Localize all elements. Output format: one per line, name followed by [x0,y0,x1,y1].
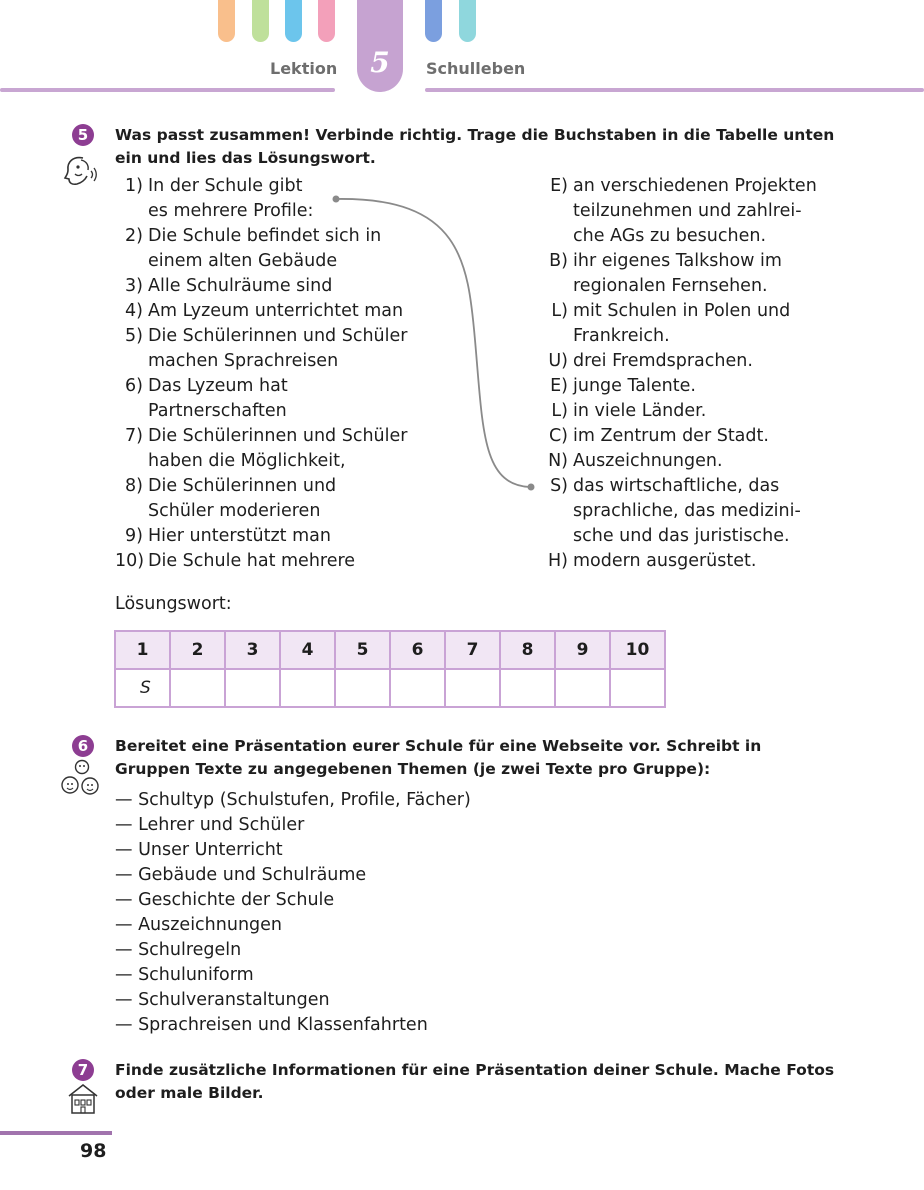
solution-table-header-cell: 9 [555,631,610,669]
footer-rule [0,1131,112,1135]
match-right-item-text: junge Talente. [573,376,696,396]
match-right-item-text: Frankreich. [573,326,670,346]
solution-table-answer-cell[interactable]: S [115,669,170,707]
match-right-item-text: modern ausgerüstet. [573,551,757,571]
topic-item: — Schulregeln [115,940,242,960]
match-right-item-label: C) [548,426,568,446]
topic-list [115,788,471,1038]
solution-table-header-cell: 5 [335,631,390,669]
topic-item: — Unser Unterricht [115,840,283,860]
topic-item: — Schuluniform [115,965,254,985]
topic-item: — Schulveranstaltungen [115,990,330,1010]
match-right-item-text: das wirtschaftliche, das [573,476,780,496]
topic-item: — Geschichte der Schule [115,890,335,910]
page-number: 98 [80,1140,107,1162]
solution-table-header-row [115,631,665,669]
solution-table-header-cell: 1 [115,631,170,669]
lesson-title: Schulleben [426,59,526,78]
match-left-item-label: 3) [125,276,143,296]
match-right-item-label: L) [551,301,568,321]
match-left-item-text: Partnerschaften [148,401,287,421]
match-right-item-text: teilzunehmen und zahlrei- [573,201,802,221]
topic-item: — Lehrer und Schüler [115,815,305,835]
match-left-item-text: Die Schülerinnen und Schüler [148,426,408,446]
match-right-item-text: sche und das juristische. [573,526,790,546]
exercise-6-instruction: Bereitet eine Präsentation eurer Schule für eine Webseite vor. Schreibt in Gruppen Texte zu angegebenen Themen (je zwei Texte pro Gruppe): [115,737,762,778]
solution-table-answer-cell[interactable] [555,669,610,707]
match-right-item-text: ihr eigenes Talkshow im [573,251,782,271]
match-left-item-text: In der Schule gibt [148,176,303,196]
exercise-5-number: 5 [72,124,94,146]
match-left-item-text: Die Schule befindet sich in [148,226,382,246]
solution-table-answer-cell[interactable] [280,669,335,707]
match-left-item-text: Die Schule hat mehrere [148,551,356,571]
match-left-item-label: 5) [125,326,143,346]
match-left-item-label: 9) [125,526,143,546]
match-right-item-text: in viele Länder. [573,401,707,421]
match-right-item-text: an verschiedenen Projekten [573,176,817,196]
match-left-item-label: 4) [125,301,143,321]
match-right-item-text: Auszeichnungen. [573,451,723,471]
match-left-item-text: Alle Schulräume sind [148,276,333,296]
match-left-item-label: 1) [125,176,143,196]
match-left-item-label: 7) [125,426,143,446]
match-left-item-text: Schüler moderieren [148,501,321,521]
solution-table-answer-row [115,669,665,707]
topic-item: — Sprachreisen und Klassenfahrten [115,1015,428,1035]
group-faces-icon [58,758,102,798]
solution-table-answer-cell[interactable] [610,669,665,707]
solution-table-header-cell: 8 [500,631,555,669]
match-left-item-label: 10) [115,551,145,571]
exercise-6-number: 6 [72,735,94,757]
match-right-item-label: L) [551,401,568,421]
house-icon [66,1082,100,1116]
match-left-item-label: 2) [125,226,143,246]
match-right-item-text: che AGs zu besuchen. [573,226,767,246]
match-left-item-label: 8) [125,476,143,496]
match-left-item-text: Die Schülerinnen und Schüler [148,326,408,346]
match-right-item-text: im Zentrum der Stadt. [573,426,769,446]
solution-table-header-cell: 4 [280,631,335,669]
lesson-number: 5 [370,46,390,79]
solution-table-answer-cell[interactable] [500,669,555,707]
match-right-item-label: U) [548,351,568,371]
solution-table-answer-cell[interactable] [445,669,500,707]
topic-item: — Schultyp (Schulstufen, Profile, Fächer) [115,790,471,810]
topic-item: — Auszeichnungen [115,915,283,935]
match-right-item-label: S) [550,476,568,496]
topic-item: — Gebäude und Schulräume [115,865,367,885]
match-right-item-text: drei Fremdsprachen. [573,351,753,371]
solution-word-label: Lösungswort: [115,594,232,614]
match-left-item-text: haben die Möglichkeit, [148,451,346,471]
match-right-item-label: N) [548,451,568,471]
exercise-5-instruction: Was passt zusammen! Verbinde richtig. Trage die Buchstaben in die Tabelle unten ein und lies das Lösungswort. [115,126,835,167]
match-right-item-label: E) [550,176,568,196]
match-left-item-label: 6) [125,376,143,396]
lesson-label: Lektion [270,59,338,78]
solution-table-header-cell: 2 [170,631,225,669]
match-left-item-text: einem alten Gebäude [148,251,338,271]
match-left-item-text: machen Sprachreisen [148,351,339,371]
solution-table-header-cell: 3 [225,631,280,669]
match-left-item-text: Am Lyzeum unterrichtet man [148,301,404,321]
match-left-item-text: es mehrere Profile: [148,201,314,221]
solution-table-header-cell: 6 [390,631,445,669]
solution-table-answer-cell[interactable] [170,669,225,707]
solution-table [114,630,666,708]
match-left-item-text: Die Schülerinnen und [148,476,337,496]
solution-table-header-cell: 10 [610,631,665,669]
match-right-item-label: E) [550,376,568,396]
match-left-item-text: Hier unterstützt man [148,526,331,546]
solution-table-header-cell: 7 [445,631,500,669]
match-right-item-label: B) [549,251,568,271]
solution-table-answer-cell[interactable] [390,669,445,707]
match-right-item-text: mit Schulen in Polen und [573,301,791,321]
match-right-item-label: H) [548,551,568,571]
solution-table-answer-cell[interactable] [225,669,280,707]
match-right-item-text: regionalen Fernsehen. [573,276,768,296]
match-right-item-text: sprachliche, das medizini- [573,501,801,521]
solution-table-answer-cell[interactable] [335,669,390,707]
exercise-7-instruction: Finde zusätzliche Informationen für eine Präsentation deiner Schule. Mache Fotos oder male Bilder. [115,1061,835,1102]
match-left-item-text: Das Lyzeum hat [148,376,288,396]
exercise-7-number: 7 [72,1059,94,1081]
